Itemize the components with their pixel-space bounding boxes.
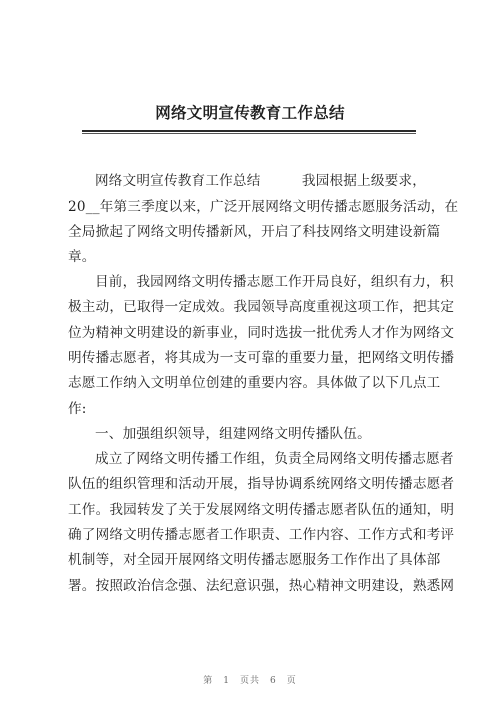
body-line: 极主动，已取得一定成效。我园领导高度重视这项工作，把其定 [68, 299, 455, 315]
body-line: 成立了网络文明传播工作组，负责全局网络文明传播志愿者 [95, 451, 454, 467]
body-line: 位为精神文明建设的新事业，同时选拔一批优秀人才作为网络文 [68, 325, 455, 341]
page-footer: 第 1 页共 6 页 [203, 676, 297, 686]
body-line: 工作。我园转发了关于发展网络文明传播志愿者队伍的通知，明 [68, 502, 455, 518]
body-line: 全局掀起了网络文明传播新风，开启了科技网络文明建设新篇 [68, 224, 441, 240]
body-line: 志愿工作纳入文明单位创建的重要内容。具体做了以下几点工 [68, 375, 441, 391]
body-line: 队伍的组织管理和活动开展，指导协调系统网络文明传播志愿者 [68, 476, 455, 492]
body-line: 20__年第三季度以来，广泛开展网络文明传播志愿服务活动，在 [68, 199, 459, 215]
body-line: 机制等，对全园开展网络文明传播志愿服务工作作出了具体部 [68, 552, 441, 568]
section-heading: 一、加强组织领导，组建网络文明传播队伍。 [95, 426, 371, 442]
document-title: 网络文明宣传教育工作总结 [155, 103, 345, 122]
body-line: 章。 [68, 249, 96, 265]
body-line: 目前，我园网络文明传播志愿工作开局良好，组织有力，积 [95, 274, 454, 290]
title-rule-thin [82, 133, 416, 134]
body-line: 网络文明宣传教育工作总结 我园根据上级要求， [95, 173, 427, 189]
title-rule-thick [82, 130, 416, 132]
body-line: 署。按照政治信念强、法纪意识强，热心精神文明建设，熟悉网 [68, 578, 455, 594]
body-line: 确了网络文明传播志愿者工作职责、工作内容、工作方式和考评 [68, 527, 455, 543]
body-line: 明传播志愿者，将其成为一支可靠的重要力量，把网络文明传播 [68, 350, 455, 366]
body-line: 作: [68, 401, 87, 417]
